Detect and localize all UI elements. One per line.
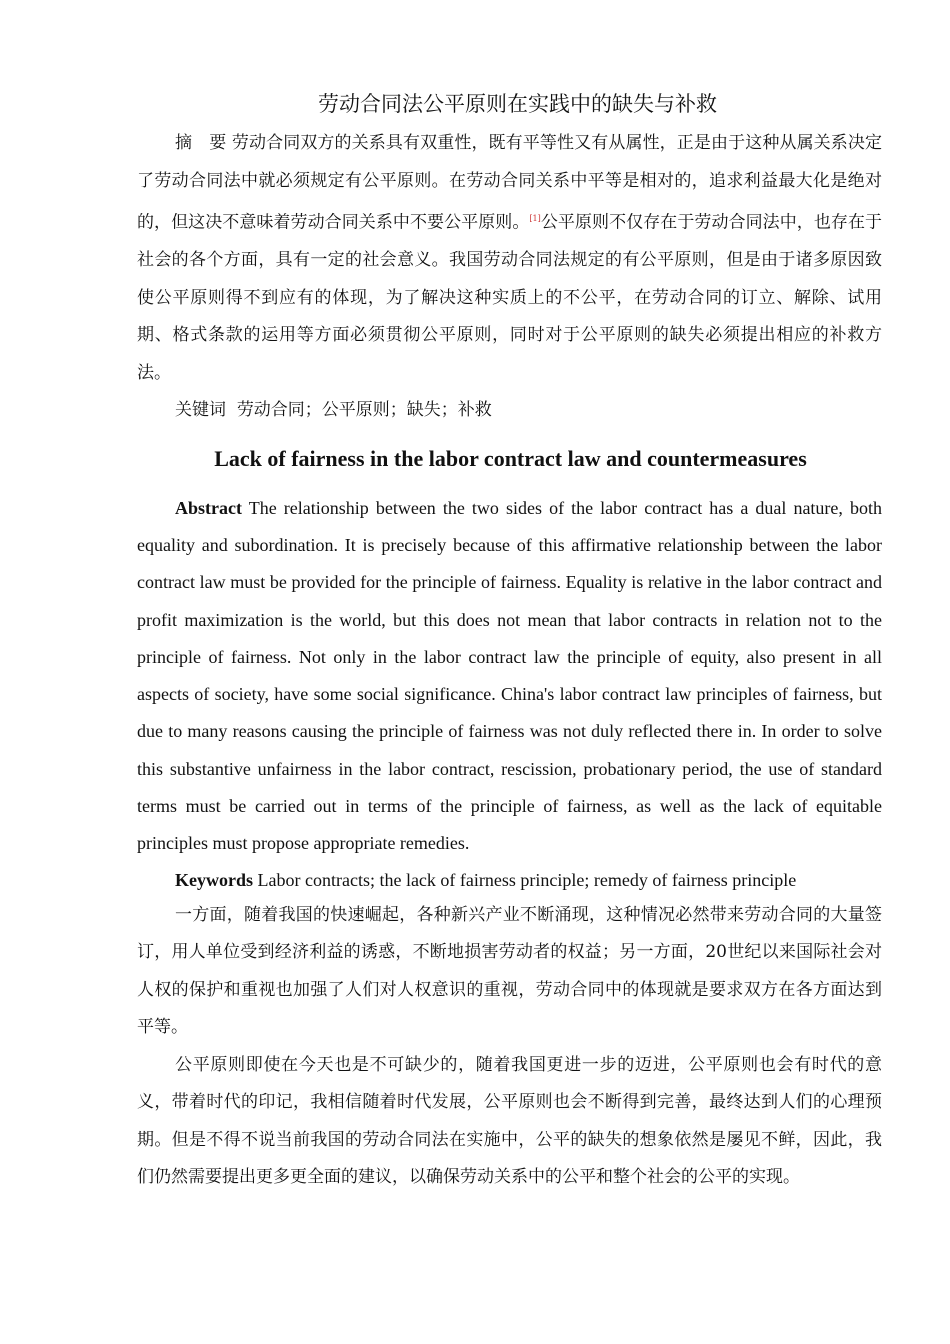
chinese-title: 劳动合同法公平原则在实践中的缺失与补救 [318, 92, 717, 116]
chinese-keywords-text: 劳动合同；公平原则；缺失；补救 [236, 400, 492, 421]
english-abstract-label: Abstract [175, 497, 242, 518]
english-abstract [137, 490, 882, 863]
chinese-keywords-label: 关键词 [175, 400, 226, 421]
chinese-abstract-text-part2: 公平原则不仅存在于劳动合同法中，也存在于社会的各个方面，具有一定的社会意义。我国劳动合同法规定的有公平原则，但是由于诸多原因致使公平原则得不到应有的体现，为了解决这种实质上的不公平，在劳动合同的订立、解除、试用期、格式条款的运用等方面必须贯彻公平原则，同时对于公平原则的缺失必须提出相应的补救方法。 [137, 212, 883, 383]
document-page [137, 88, 882, 1197]
citation-reference[interactable]: [1] [529, 214, 541, 223]
chinese-abstract-text-part1: 劳动合同双方的关系具有双重性，既有平等性又有从属性，正是由于这种从属关系决定了劳动合同法中就必须规定有公平原则。在劳动合同关系中平等是相对的，追求利益最大化是绝对的，但这决不意味着劳动合同关系中不要公平原则。 [137, 133, 883, 233]
chinese-abstract [137, 125, 882, 392]
english-keywords [137, 863, 882, 897]
english-keywords-label: Keywords [175, 869, 253, 890]
body-paragraph-2: 公平原则即使在今天也是不可缺少的，随着我国更进一步的迈进，公平原则也会有时代的意义，带着时代的印记，我相信随着时代发展，公平原则也会不断得到完善，最终达到人们的心理预期。但是不得不说当前我国的劳动合同法在实施中，公平的缺失的想象依然是屡见不鲜，因此，我们仍然需要提出更多更全面的建议，以确保劳动关系中的公平和整个社会的公平的实现。 [137, 1054, 882, 1188]
english-title: Lack of fairness in the labor contract law and countermeasures [214, 445, 807, 471]
chinese-abstract-label: 摘 要 [175, 133, 227, 153]
body-paragraph-1: 一方面，随着我国的快速崛起，各种新兴产业不断涌现，这种情况必然带来劳动合同的大量签订，用人单位受到经济利益的诱惑，不断地损害劳动者的权益；另一方面，20世纪以来国际社会对人权的保护和重视也加强了人们对人权意识的重视，劳动合同中的体现就是要求双方在各方面达到平等。 [137, 904, 882, 1038]
english-abstract-text: The relationship between the two sides of the labor contract has a dual nature, both equality and subordination. It is precisely because of this affirmative relationship between the labor contract law must be provided for the principle of fairness. Equality is relative in the labor contract and profit maximization is the world, but this does not mean that labor contracts in relation not to the principle of fairness. Not only in the labor contract law the principle of equity, also present in all aspects of society, have some social significance. China's labor contract law principles of fairness, but due to many reasons causing the principle of fairness was not duly reflected there in. In order to solve this substantive unfairness in the labor contract, rescission, probationary period, the use of standard terms must be carried out in terms of the principle of fairness, as well as the lack of equitable principles must propose appropriate remedies. [137, 497, 882, 854]
chinese-keywords [137, 392, 882, 430]
english-keywords-text: Labor contracts; the lack of fairness principle; remedy of fairness principle [257, 869, 797, 890]
